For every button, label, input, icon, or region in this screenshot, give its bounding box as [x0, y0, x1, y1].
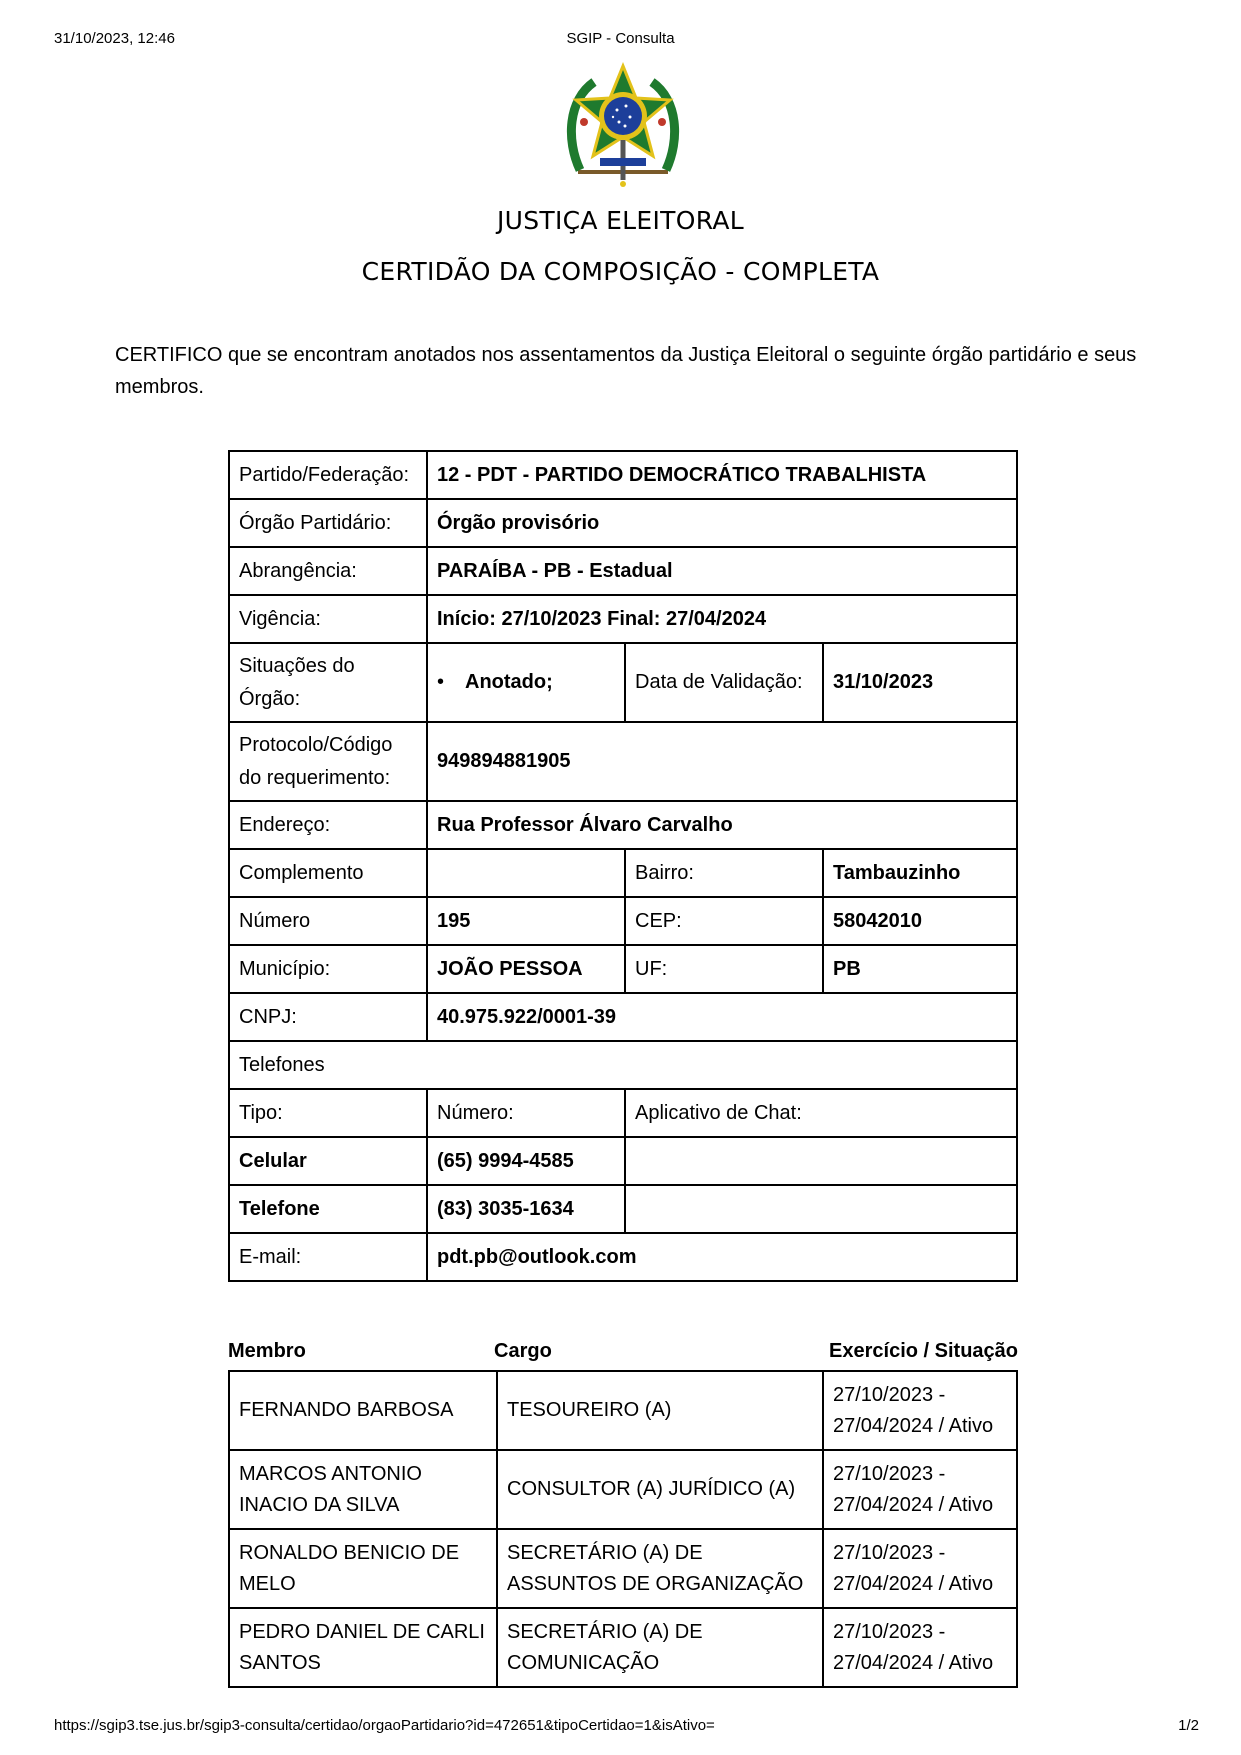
- data-validacao-value: 31/10/2023: [823, 643, 1017, 722]
- phone-number: (65) 9994-4585: [427, 1137, 625, 1185]
- member-row: [229, 1608, 1017, 1687]
- numero-tel-label: Número:: [427, 1089, 625, 1137]
- certification-text: CERTIFICO que se encontram anotados nos assentamentos da Justiça Eleitoral o seguinte órgão partidário e seus membros.: [115, 344, 1137, 398]
- cep-label: CEP:: [625, 897, 823, 945]
- phone-row: [229, 1137, 1017, 1185]
- document-title: CERTIDÃO DA COMPOSIÇÃO - COMPLETA: [361, 257, 880, 286]
- bairro-value: Tambauzinho: [823, 849, 1017, 897]
- endereco-value: Rua Professor Álvaro Carvalho: [427, 801, 1017, 849]
- print-datetime: 31/10/2023, 12:46: [54, 30, 175, 47]
- phone-chat: [625, 1137, 1017, 1185]
- member-row: [229, 1529, 1017, 1608]
- numero-label: Número: [229, 897, 427, 945]
- data-validacao-label: Data de Validação:: [625, 643, 823, 722]
- abrangencia-value: PARAÍBA - PB - Estadual: [427, 547, 1017, 595]
- member-name: RONALDO BENICIO DE MELO: [229, 1529, 497, 1608]
- vigencia-label: Vigência:: [229, 595, 427, 643]
- cnpj-value: 40.975.922/0001-39: [427, 993, 1017, 1041]
- partido-label: Partido/Federação:: [229, 451, 427, 499]
- member-name: MARCOS ANTONIO INACIO DA SILVA: [229, 1450, 497, 1529]
- partido-value: 12 - PDT - PARTIDO DEMOCRÁTICO TRABALHISTA: [427, 451, 1017, 499]
- institution-title: JUSTIÇA ELEITORAL: [496, 206, 745, 235]
- print-header: [54, 30, 1187, 50]
- situacao-value: • Anotado;: [437, 666, 553, 699]
- member-name: PEDRO DANIEL DE CARLI SANTOS: [229, 1608, 497, 1687]
- endereco-label: Endereço:: [229, 801, 427, 849]
- complemento-value: [427, 849, 625, 897]
- situacoes-label: Situações do Órgão:: [229, 643, 427, 722]
- abrangencia-label: Abrangência:: [229, 547, 427, 595]
- phone-type: Celular: [229, 1137, 427, 1185]
- cargo-header: Cargo: [494, 1340, 552, 1362]
- email-label: E-mail:: [229, 1233, 427, 1281]
- print-title: SGIP - Consulta: [566, 30, 675, 47]
- member-role: SECRETÁRIO (A) DE ASSUNTOS DE ORGANIZAÇÃO: [497, 1529, 823, 1608]
- chat-label: Aplicativo de Chat:: [625, 1089, 1017, 1137]
- phone-chat: [625, 1185, 1017, 1233]
- exercicio-header: Exercício / Situação: [829, 1340, 1018, 1362]
- membro-header: Membro: [228, 1340, 306, 1362]
- email-value: pdt.pb@outlook.com: [427, 1233, 1017, 1281]
- member-role: CONSULTOR (A) JURÍDICO (A): [497, 1450, 823, 1529]
- page-number: 1/2: [1178, 1717, 1199, 1734]
- member-term: 27/10/2023 - 27/04/2024 / Ativo: [823, 1529, 1017, 1608]
- tipo-label: Tipo:: [229, 1089, 427, 1137]
- complemento-label: Complemento: [229, 849, 427, 897]
- phone-type: Telefone: [229, 1185, 427, 1233]
- bairro-label: Bairro:: [625, 849, 823, 897]
- phone-number: (83) 3035-1634: [427, 1185, 625, 1233]
- member-row: [229, 1450, 1017, 1529]
- members-table: [228, 1370, 1018, 1688]
- municipio-value: JOÃO PESSOA: [427, 945, 625, 993]
- print-footer: [54, 1717, 1199, 1737]
- numero-value: 195: [427, 897, 625, 945]
- protocolo-value: 949894881905: [427, 722, 1017, 801]
- orgao-value: Órgão provisório: [427, 499, 1017, 547]
- member-term: 27/10/2023 - 27/04/2024 / Ativo: [823, 1371, 1017, 1450]
- member-role: TESOUREIRO (A): [497, 1371, 823, 1450]
- member-term: 27/10/2023 - 27/04/2024 / Ativo: [823, 1608, 1017, 1687]
- uf-value: PB: [823, 945, 1017, 993]
- phone-row: [229, 1185, 1017, 1233]
- party-info-table: [228, 450, 1018, 1282]
- protocolo-label: Protocolo/Código do requerimento:: [229, 722, 427, 801]
- member-row: [229, 1371, 1017, 1450]
- member-role: SECRETÁRIO (A) DE COMUNICAÇÃO: [497, 1608, 823, 1687]
- orgao-label: Órgão Partidário:: [229, 499, 427, 547]
- members-header: [228, 1340, 1018, 1368]
- situacao-item: [427, 643, 625, 722]
- telefones-label: Telefones: [229, 1041, 1017, 1089]
- brazil-coat-of-arms-icon: [560, 60, 686, 188]
- page-url: https://sgip3.tse.jus.br/sgip3-consulta/certidao/orgaoPartidario?id=472651&tipoCertidao=1&isAtivo=: [54, 1717, 715, 1734]
- cep-value: 58042010: [823, 897, 1017, 945]
- cnpj-label: CNPJ:: [229, 993, 427, 1041]
- member-name: FERNANDO BARBOSA: [229, 1371, 497, 1450]
- uf-label: UF:: [625, 945, 823, 993]
- municipio-label: Município:: [229, 945, 427, 993]
- member-term: 27/10/2023 - 27/04/2024 / Ativo: [823, 1450, 1017, 1529]
- vigencia-value: Início: 27/10/2023 Final: 27/04/2024: [427, 595, 1017, 643]
